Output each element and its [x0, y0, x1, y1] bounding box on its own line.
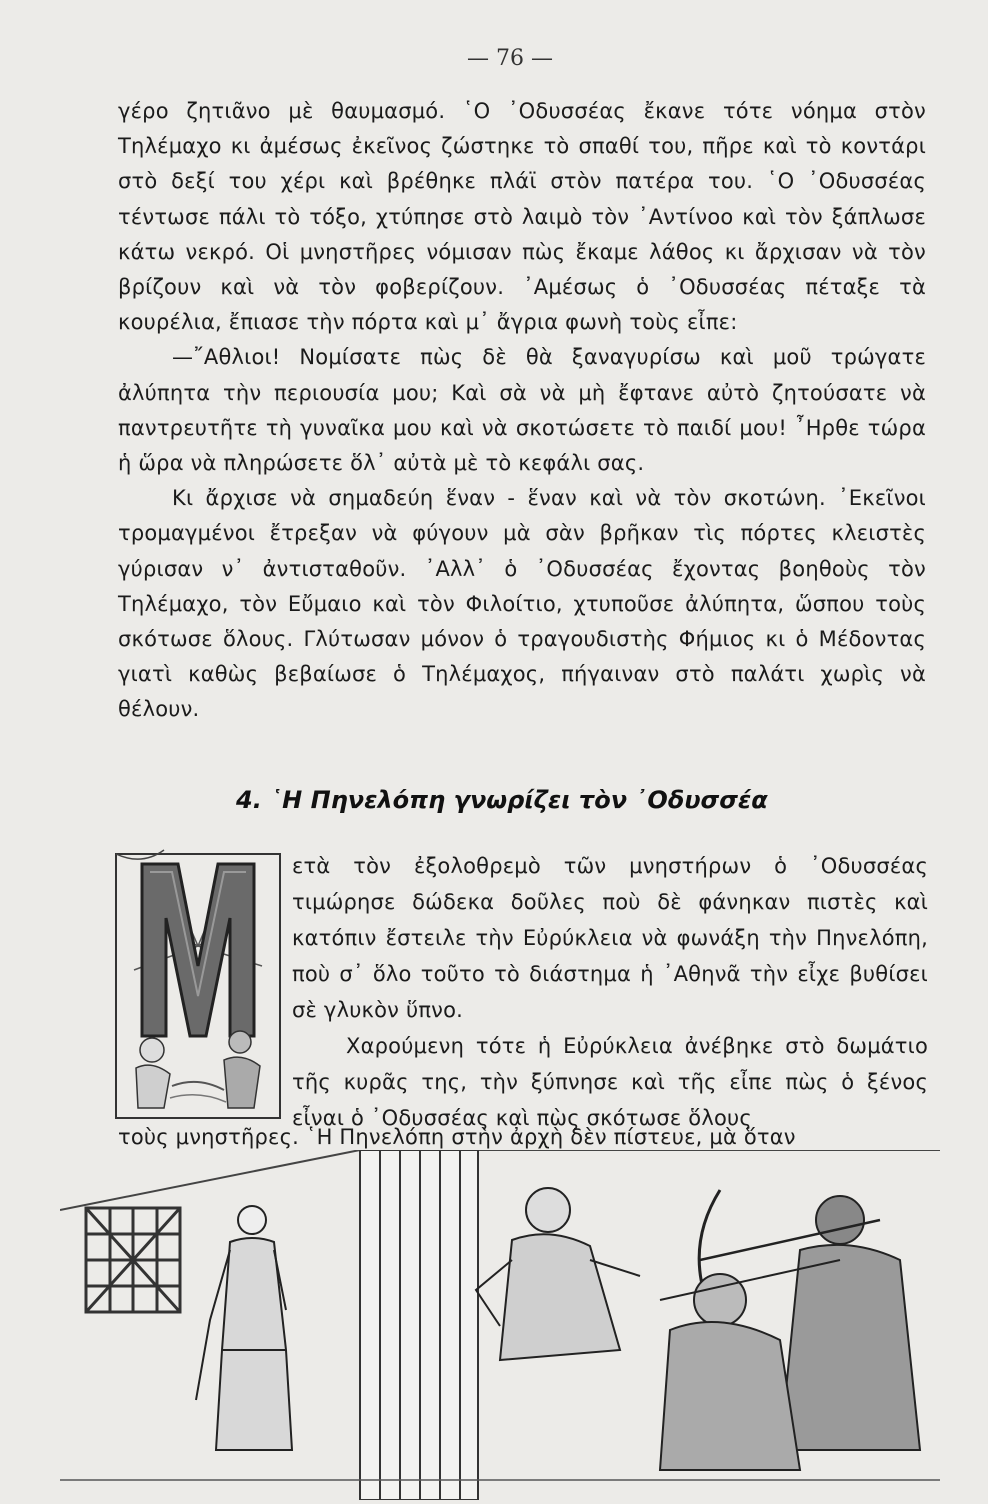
window: [86, 1208, 180, 1312]
bottom-illustration: [60, 1150, 940, 1500]
section-heading: 4. ῾Η Πηνελόπη γνωρίζει τὸν ᾿Οδυσσέα: [236, 786, 768, 814]
column: [360, 1150, 478, 1500]
section-paragraph-1: ετὰ τὸν ἐξολοθρεμὸ τῶν μνηστήρων ὁ ᾿Οδυσσέας τιμώρησε δώδεκα δοῦλες ποὺ δὲ φάνηκαν πιστὲς καὶ κατόπιν ἔστειλε τὴν Εὐρύκλεια νὰ φωνάξη τὴν Πηνελόπη, ποὺ σ᾿ ὅλο τοῦτο τὸ διάστημα ἡ ᾿Αθηνᾶ τὴν εἶχε βυθίσει σὲ γλυκὸν ὕπνο.: [292, 854, 928, 1022]
section-text: [292, 848, 928, 1136]
main-text: [118, 94, 926, 728]
standing-figure: [196, 1206, 292, 1450]
illuminated-initial: [112, 846, 284, 1126]
paragraph-3: Κι ἄρχισε νὰ σημαδεύη ἕναν - ἕναν καὶ νὰ τὸν σκοτώνη. ᾿Εκεῖνοι τρομαγμένοι ἔτρεξαν νὰ φύγουν μὰ σὰν βρῆκαν τὶς πόρτες κλειστὲς γύρισαν ν᾿ ἀντισταθοῦν. ᾿Αλλ᾿ ὁ ᾿Οδυσσέας ἔχοντας βοηθοὺς τὸν Τηλέμαχο, τὸν Εὔμαιο καὶ τὸν Φιλοίτιο, χτυποῦσε ἀλύπητα, ὥσπου τοὺς σκότωσε ὅλους. Γλύτωσαν μόνον ὁ τραγουδιστὴς Φήμιος κι ὁ Μέδοντας γιατὶ καθὼς βεβαίωσε ὁ Τηλέμαχος, πήγαιναν στὸ παλάτι χωρὶς νὰ θέλουν.: [118, 486, 926, 722]
page-number: — 76 —: [467, 46, 553, 71]
section-paragraph-2: Χαρούμενη τότε ἡ Εὐρύκλεια ἀνέβηκε στὸ δωμάτιο τῆς κυρᾶς της, τὴν ξύπνησε καὶ τῆς εἶπε πὼς ὁ ξένος εἶναι ὁ ᾿Οδυσσέας καὶ πὼς σκότωσε ὅλους: [292, 1034, 928, 1130]
section-last-line: τοὺς μνηστῆρες. ῾Η Πηνελόπη στὴν ἀρχὴ δὲν πίστευε, μὰ ὅταν: [118, 1125, 796, 1149]
archery-scene-illustration: [60, 1150, 940, 1500]
paragraph-1: γέρο ζητιᾶνο μὲ θαυμασμό. ῾Ο ᾿Οδυσσέας ἔκανε τότε νόημα στὸν Τηλέμαχο κι ἀμέσως ἐκεῖνος ζώστηκε τὸ σπαθί του, πῆρε καὶ τὸ κοντάρι στὸ δεξί του χέρι καὶ βρέθηκε πλάϊ στὸν πατέρα του. ῾Ο ᾿Οδυσσέας τέντωσε πάλι τὸ τόξο, χτύπησε στὸ λαιμὸ τὸν ᾿Αντίνοο καὶ τὸν ξάπλωσε κάτω νεκρό. Οἱ μνηστῆρες νόμισαν πὼς ἔκαμε λάθος κι ἄρχισαν νὰ τὸν βρίζουν καὶ νὰ τὸν φοβερίζουν. ᾿Αμέσως ὁ ᾿Οδυσσέας πέταξε τὰ κουρέλια, ἔπιασε τὴν πόρτα καὶ μ᾿ ἄγρια φωνὴ τοὺς εἶπε:: [118, 99, 926, 335]
archer-figures: [660, 1190, 920, 1470]
leaning-figure: [476, 1188, 640, 1360]
initial-illustration: [112, 846, 284, 1126]
paragraph-2: —῎Αθλιοι! Νομίσατε πὼς δὲ θὰ ξαναγυρίσω καὶ μοῦ τρώγατε ἀλύπητα τὴν περιουσία μου; Καὶ σὰ νὰ μὴ ἔφτανε αὐτὸ ζητούσατε νὰ παντρευτῆτε τὴ γυναῖκα μου καὶ νὰ σκοτώσετε τὸ παιδί μου! ῏Ηρθε τώρα ἡ ὥρα νὰ πληρώσετε ὅλ᾿ αὐτὰ μὲ τὸ κεφάλι σας.: [118, 345, 926, 476]
